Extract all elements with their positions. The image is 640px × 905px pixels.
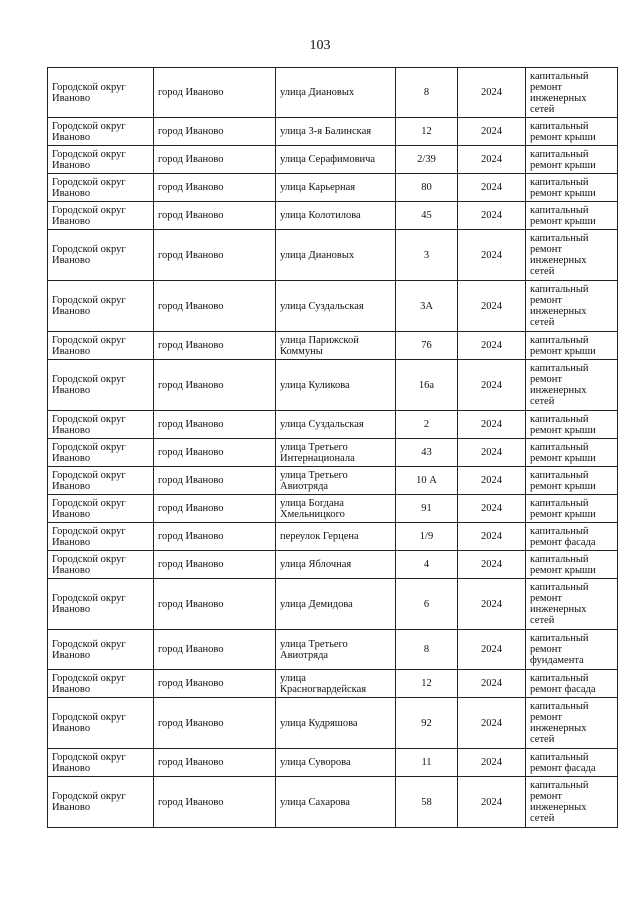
work-type-cell: капитальный ремонт крыши bbox=[526, 332, 618, 360]
work-type-cell: капитальный ремонт инженерных сетей bbox=[526, 579, 618, 630]
municipality-cell: Городской округ Иваново bbox=[48, 118, 154, 146]
street-cell: улица Диановых bbox=[276, 230, 396, 281]
year-cell: 2024 bbox=[458, 118, 526, 146]
house-number-cell: 12 bbox=[396, 670, 458, 698]
settlement-cell: город Иваново bbox=[154, 68, 276, 118]
street-cell: улица Серафимовича bbox=[276, 146, 396, 174]
work-type-cell: капитальный ремонт инженерных сетей bbox=[526, 230, 618, 281]
year-cell: 2024 bbox=[458, 360, 526, 411]
house-number-cell: 76 bbox=[396, 332, 458, 360]
repair-schedule-table bbox=[47, 67, 618, 828]
street-cell: улица Демидова bbox=[276, 579, 396, 630]
house-number-cell: 10 А bbox=[396, 467, 458, 495]
street-cell: улица Третьего Авиотряда bbox=[276, 467, 396, 495]
house-number-cell: 3 bbox=[396, 230, 458, 281]
work-type-cell: капитальный ремонт крыши bbox=[526, 495, 618, 523]
page-number: 103 bbox=[309, 38, 331, 53]
house-number-cell: 8 bbox=[396, 630, 458, 670]
settlement-cell: город Иваново bbox=[154, 495, 276, 523]
house-number-cell: 1/9 bbox=[396, 523, 458, 551]
work-type-cell: капитальный ремонт крыши bbox=[526, 551, 618, 579]
house-number-cell: 3А bbox=[396, 281, 458, 332]
municipality-cell: Городской округ Иваново bbox=[48, 670, 154, 698]
year-cell: 2024 bbox=[458, 495, 526, 523]
municipality-cell: Городской округ Иваново bbox=[48, 411, 154, 439]
street-cell: улица Красногвардейская bbox=[276, 670, 396, 698]
house-number-cell: 2 bbox=[396, 411, 458, 439]
house-number-cell: 4 bbox=[396, 551, 458, 579]
year-cell: 2024 bbox=[458, 174, 526, 202]
table-row bbox=[48, 118, 618, 146]
table-row bbox=[48, 551, 618, 579]
settlement-cell: город Иваново bbox=[154, 146, 276, 174]
street-cell: улица Колотилова bbox=[276, 202, 396, 230]
house-number-cell: 43 bbox=[396, 439, 458, 467]
municipality-cell: Городской округ Иваново bbox=[48, 146, 154, 174]
settlement-cell: город Иваново bbox=[154, 698, 276, 749]
settlement-cell: город Иваново bbox=[154, 749, 276, 777]
municipality-cell: Городской округ Иваново bbox=[48, 698, 154, 749]
work-type-cell: капитальный ремонт крыши bbox=[526, 202, 618, 230]
street-cell: улица Третьего Авиотряда bbox=[276, 630, 396, 670]
settlement-cell: город Иваново bbox=[154, 174, 276, 202]
street-cell: переулок Герцена bbox=[276, 523, 396, 551]
year-cell: 2024 bbox=[458, 698, 526, 749]
year-cell: 2024 bbox=[458, 411, 526, 439]
street-cell: улица Суворова bbox=[276, 749, 396, 777]
work-type-cell: капитальный ремонт фундамента bbox=[526, 630, 618, 670]
municipality-cell: Городской округ Иваново bbox=[48, 281, 154, 332]
work-type-cell: капитальный ремонт инженерных сетей bbox=[526, 698, 618, 749]
year-cell: 2024 bbox=[458, 630, 526, 670]
year-cell: 2024 bbox=[458, 332, 526, 360]
work-type-cell: капитальный ремонт крыши bbox=[526, 411, 618, 439]
table-row bbox=[48, 411, 618, 439]
municipality-cell: Городской округ Иваново bbox=[48, 579, 154, 630]
municipality-cell: Городской округ Иваново bbox=[48, 551, 154, 579]
settlement-cell: город Иваново bbox=[154, 523, 276, 551]
municipality-cell: Городской округ Иваново bbox=[48, 202, 154, 230]
street-cell: улица Богдана Хмельницкого bbox=[276, 495, 396, 523]
street-cell: улица Диановых bbox=[276, 68, 396, 118]
work-type-cell: капитальный ремонт крыши bbox=[526, 146, 618, 174]
municipality-cell: Городской округ Иваново bbox=[48, 523, 154, 551]
table-row bbox=[48, 281, 618, 332]
year-cell: 2024 bbox=[458, 230, 526, 281]
settlement-cell: город Иваново bbox=[154, 551, 276, 579]
street-cell: улица Карьерная bbox=[276, 174, 396, 202]
house-number-cell: 6 bbox=[396, 579, 458, 630]
street-cell: улица Суздальская bbox=[276, 281, 396, 332]
work-type-cell: капитальный ремонт крыши bbox=[526, 118, 618, 146]
house-number-cell: 80 bbox=[396, 174, 458, 202]
house-number-cell: 91 bbox=[396, 495, 458, 523]
settlement-cell: город Иваново bbox=[154, 439, 276, 467]
year-cell: 2024 bbox=[458, 579, 526, 630]
house-number-cell: 8 bbox=[396, 68, 458, 118]
municipality-cell: Городской округ Иваново bbox=[48, 230, 154, 281]
house-number-cell: 16а bbox=[396, 360, 458, 411]
table-row bbox=[48, 332, 618, 360]
house-number-cell: 11 bbox=[396, 749, 458, 777]
house-number-cell: 58 bbox=[396, 777, 458, 828]
municipality-cell: Городской округ Иваново bbox=[48, 749, 154, 777]
year-cell: 2024 bbox=[458, 68, 526, 118]
municipality-cell: Городской округ Иваново bbox=[48, 630, 154, 670]
municipality-cell: Городской округ Иваново bbox=[48, 174, 154, 202]
work-type-cell: капитальный ремонт инженерных сетей bbox=[526, 360, 618, 411]
house-number-cell: 92 bbox=[396, 698, 458, 749]
settlement-cell: город Иваново bbox=[154, 230, 276, 281]
work-type-cell: капитальный ремонт крыши bbox=[526, 439, 618, 467]
house-number-cell: 2/39 bbox=[396, 146, 458, 174]
table-row bbox=[48, 495, 618, 523]
municipality-cell: Городской округ Иваново bbox=[48, 467, 154, 495]
settlement-cell: город Иваново bbox=[154, 281, 276, 332]
settlement-cell: город Иваново bbox=[154, 467, 276, 495]
year-cell: 2024 bbox=[458, 281, 526, 332]
table-row bbox=[48, 360, 618, 411]
table-body bbox=[48, 68, 618, 828]
settlement-cell: город Иваново bbox=[154, 777, 276, 828]
house-number-cell: 45 bbox=[396, 202, 458, 230]
municipality-cell: Городской округ Иваново bbox=[48, 360, 154, 411]
municipality-cell: Городской округ Иваново bbox=[48, 332, 154, 360]
year-cell: 2024 bbox=[458, 146, 526, 174]
year-cell: 2024 bbox=[458, 202, 526, 230]
table-row bbox=[48, 749, 618, 777]
work-type-cell: капитальный ремонт фасада bbox=[526, 749, 618, 777]
municipality-cell: Городской округ Иваново bbox=[48, 495, 154, 523]
work-type-cell: капитальный ремонт инженерных сетей bbox=[526, 68, 618, 118]
street-cell: улица Кудряшова bbox=[276, 698, 396, 749]
settlement-cell: город Иваново bbox=[154, 579, 276, 630]
settlement-cell: город Иваново bbox=[154, 360, 276, 411]
work-type-cell: капитальный ремонт фасада bbox=[526, 523, 618, 551]
year-cell: 2024 bbox=[458, 551, 526, 579]
table-row bbox=[48, 777, 618, 828]
table-row bbox=[48, 698, 618, 749]
table-row bbox=[48, 630, 618, 670]
table-row bbox=[48, 174, 618, 202]
year-cell: 2024 bbox=[458, 670, 526, 698]
street-cell: улица Суздальская bbox=[276, 411, 396, 439]
municipality-cell: Городской округ Иваново bbox=[48, 777, 154, 828]
year-cell: 2024 bbox=[458, 523, 526, 551]
street-cell: улица Сахарова bbox=[276, 777, 396, 828]
year-cell: 2024 bbox=[458, 777, 526, 828]
table-row bbox=[48, 68, 618, 118]
settlement-cell: город Иваново bbox=[154, 630, 276, 670]
work-type-cell: капитальный ремонт крыши bbox=[526, 174, 618, 202]
table-row bbox=[48, 670, 618, 698]
table-row bbox=[48, 467, 618, 495]
settlement-cell: город Иваново bbox=[154, 670, 276, 698]
settlement-cell: город Иваново bbox=[154, 332, 276, 360]
municipality-cell: Городской округ Иваново bbox=[48, 68, 154, 118]
street-cell: улица Куликова bbox=[276, 360, 396, 411]
street-cell: улица Яблочная bbox=[276, 551, 396, 579]
settlement-cell: город Иваново bbox=[154, 118, 276, 146]
table-row bbox=[48, 439, 618, 467]
table-row bbox=[48, 230, 618, 281]
settlement-cell: город Иваново bbox=[154, 411, 276, 439]
house-number-cell: 12 bbox=[396, 118, 458, 146]
settlement-cell: город Иваново bbox=[154, 202, 276, 230]
work-type-cell: капитальный ремонт фасада bbox=[526, 670, 618, 698]
year-cell: 2024 bbox=[458, 749, 526, 777]
street-cell: улица 3-я Балинская bbox=[276, 118, 396, 146]
work-type-cell: капитальный ремонт крыши bbox=[526, 467, 618, 495]
street-cell: улица Парижской Коммуны bbox=[276, 332, 396, 360]
table-row bbox=[48, 146, 618, 174]
work-type-cell: капитальный ремонт инженерных сетей bbox=[526, 777, 618, 828]
work-type-cell: капитальный ремонт инженерных сетей bbox=[526, 281, 618, 332]
table-row bbox=[48, 579, 618, 630]
year-cell: 2024 bbox=[458, 439, 526, 467]
table-row bbox=[48, 523, 618, 551]
table-row bbox=[48, 202, 618, 230]
street-cell: улица Третьего Интернационала bbox=[276, 439, 396, 467]
year-cell: 2024 bbox=[458, 467, 526, 495]
municipality-cell: Городской округ Иваново bbox=[48, 439, 154, 467]
